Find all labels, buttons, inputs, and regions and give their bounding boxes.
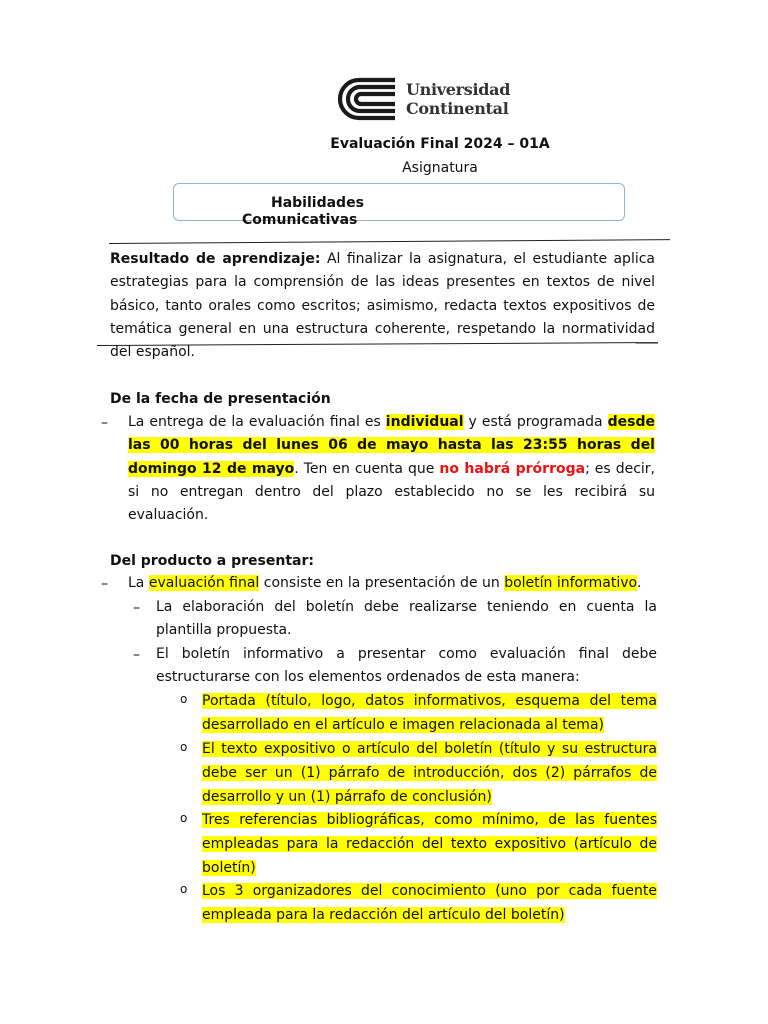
section-date-text: [128, 411, 655, 527]
sub-item-template: La elaboración del boletín debe realizarse teniendo en cuenta la plantilla propuesta.: [156, 599, 657, 639]
circle-bullet-4: o: [180, 882, 188, 896]
list-item-references: [202, 808, 657, 880]
highlight-final-eval: evaluación final: [148, 575, 260, 591]
course-name-box: [173, 183, 625, 228]
course-name-line-1: Habilidades: [271, 195, 364, 211]
list-item-organizers: [202, 879, 657, 927]
course-name-line-2: Comunicativas: [242, 212, 358, 228]
date-text-4: ; es decir, si no entregan dentro del plazo establecido no se les recibirá su evaluación.: [128, 460, 655, 524]
list-item-article-text: El texto expositivo o artículo del boletín (título y su estructura debe ser un (1) párrafo de introducción, dos (2) párrafos de desarrollo y un (1) párrafo de conclusión): [202, 741, 657, 805]
date-text-1: La entrega de la evaluación final es: [128, 414, 386, 430]
section-date-heading: De la fecha de presentación: [110, 391, 331, 407]
highlight-bulletin: boletín informativo: [504, 575, 637, 591]
product-text-2: consiste en la presentación de un: [259, 575, 505, 591]
course-name: [242, 194, 364, 228]
list-item-article: [202, 737, 657, 809]
sub-bullet-1: –: [133, 600, 140, 616]
sub-item-structure: El boletín informativo a presentar como evaluación final debe estructurarse con los elementos ordenados de esta manera:: [156, 646, 657, 686]
top-divider: [109, 239, 670, 244]
university-logo: [337, 76, 511, 122]
circle-bullet-2: o: [180, 740, 188, 754]
learning-outcome: [110, 248, 655, 364]
section-product-bullet: –: [101, 576, 108, 592]
logo-line-1: Universidad: [406, 80, 511, 99]
list-item-references-text: Tres referencias bibliográficas, como mínimo, de las fuentes empleadas para la redacción del texto expositivo (artículo de boletín): [202, 812, 657, 876]
logo-mark-icon: [337, 76, 399, 122]
sub-bullet-2: –: [133, 647, 140, 663]
highlight-deadline: desde las 00 horas del lunes 06 de mayo hasta las 23:55 horas del domingo 12 de mayo: [128, 414, 655, 477]
section-product-intro: [128, 572, 655, 595]
logo-line-2: Continental: [406, 99, 509, 118]
product-text-1: La: [128, 575, 149, 591]
section-product-heading: Del producto a presentar:: [110, 553, 314, 569]
page-title: Evaluación Final 2024 – 01A: [330, 136, 550, 152]
date-text-2: y está programada: [463, 414, 608, 430]
highlight-individual: individual: [385, 414, 464, 430]
product-text-3: .: [636, 575, 642, 591]
logo-wordmark: [406, 80, 510, 118]
section-date-bullet: –: [101, 415, 108, 431]
learning-outcome-label: Resultado de aprendizaje:: [110, 251, 321, 267]
list-item-organizers-text: Los 3 organizadores del conocimiento (uno por cada fuente empleada para la redacción del artículo del boletín): [202, 883, 657, 923]
list-item-cover: [202, 689, 657, 737]
no-extension-warning: no habrá prórroga: [439, 460, 586, 477]
circle-bullet-3: o: [180, 811, 188, 825]
list-item-cover-text: Portada (título, logo, datos informativos, esquema del tema desarrollado en el artículo e imagen relacionada al tema): [202, 693, 657, 733]
learning-outcome-text: Al finalizar la asignatura, el estudiante aplica estrategias para la comprensión de las ideas presentes en textos de nivel básico, tanto orales como escritos; asimismo, redacta textos expositivos de temática general en una estructura coherente, respetando la normatividad del español.: [110, 251, 656, 361]
page-subtitle: Asignatura: [402, 160, 478, 176]
circle-bullet-1: o: [180, 692, 188, 706]
date-text-3: . Ten en cuenta que: [294, 460, 440, 477]
